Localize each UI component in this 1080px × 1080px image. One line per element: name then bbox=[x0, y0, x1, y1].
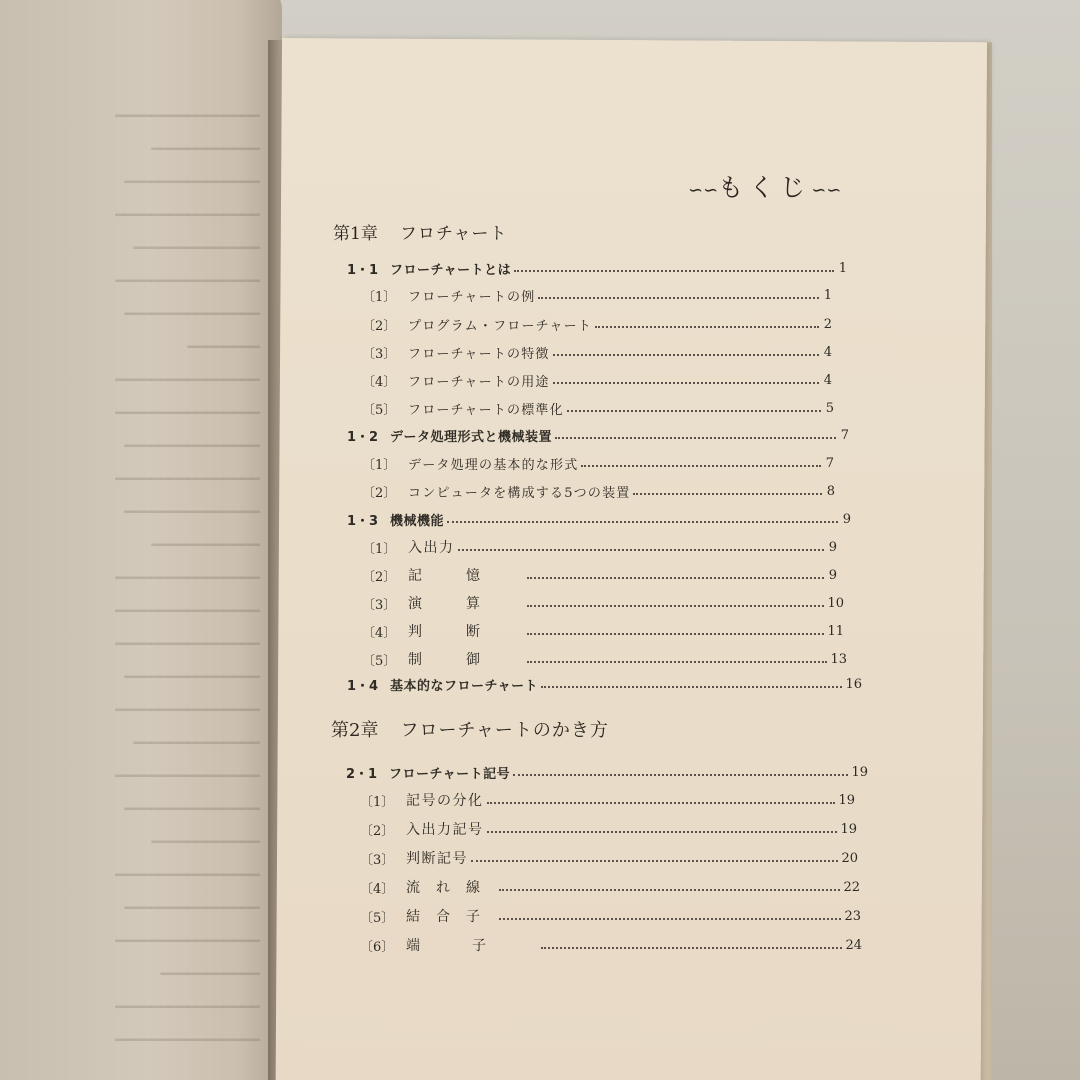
leader-dots bbox=[487, 802, 836, 804]
toc-item-entry[interactable] bbox=[362, 592, 844, 614]
chapter-title: フローチャートのかき方 bbox=[400, 720, 609, 741]
page-number: 9 bbox=[828, 539, 837, 555]
page-number: 7 bbox=[840, 427, 849, 443]
item-title: 制御 bbox=[408, 652, 524, 668]
toc-item-entry[interactable] bbox=[362, 452, 834, 474]
leader-dots bbox=[527, 633, 824, 635]
page-number: 16 bbox=[845, 676, 862, 692]
toc-item-entry[interactable] bbox=[362, 284, 832, 306]
leader-dots bbox=[555, 437, 836, 439]
item-number: 〔1〕 bbox=[362, 289, 397, 305]
section-number: 1・4 bbox=[347, 678, 379, 694]
item-number: 〔2〕 bbox=[360, 823, 395, 839]
item-title: 演算 bbox=[408, 596, 524, 612]
page-number: 1 bbox=[838, 260, 847, 276]
leader-dots bbox=[513, 774, 848, 776]
leader-dots bbox=[499, 889, 840, 891]
page-number: 22 bbox=[843, 879, 860, 895]
toc-section-entry[interactable] bbox=[347, 673, 862, 695]
leader-dots bbox=[541, 686, 842, 688]
item-title: 記号の分化 bbox=[406, 793, 484, 809]
toc-item-entry[interactable] bbox=[362, 620, 844, 642]
toc-item-entry[interactable] bbox=[362, 648, 847, 670]
page-number: 10 bbox=[827, 595, 844, 611]
leader-dots bbox=[538, 297, 819, 299]
item-title: フローチャートの特徴 bbox=[408, 346, 550, 362]
item-title: フローチャートの用途 bbox=[408, 374, 550, 390]
section-title: 機械機能 bbox=[390, 513, 445, 529]
item-title: 判断 bbox=[408, 624, 524, 640]
item-title: プログラム・フローチャート bbox=[408, 318, 593, 334]
title-ornament-left: ∽∽ bbox=[688, 180, 719, 201]
leader-dots bbox=[499, 918, 841, 920]
left-page-bleed-through: ━━━━━━━━━━━━━━━━ ━━━━━━━━━━━━ ━━━━━━━━━━━━━━━ ━━━━━━━━━━━━━━━━ ━━━━━━━━━━━━━━ ━━━━━━━━━━━━━━━━ ━━━━━━━━━━━━━━━ ━━━━━━━━ ━━━━━━━━━━━━━━━━ ━━━━━━━━━━━━━━━━ ━━━━━━━━━━━━━━━ ━━━━━━━━━━━━━━━━ ━━━━━━━━━━━━━━━ ━━━━━━━━━━━━ ━━━━━━━━━━━━━━━━ ━━━━━━━━━━━━━━━━ ━━━━━━━━━━━━━━━━ ━━━━━━━━━━━━━━━ ━━━━━━━━━━━━━━━━ ━━━━━━━━━━━━━━ ━━━━━━━━━━━━━━━━ ━━━━━━━━━━━━━━━ ━━━━━━━━━━━━ ━━━━━━━━━━━━━━━━ ━━━━━━━━━━━━━━━ ━━━━━━━━━━━━━━━━ ━━━━━━━━━━━ ━━━━━━━━━━━━━━━━ ━━━━━━━━━━━━━━━━ bbox=[115, 107, 260, 1049]
toc-section-entry[interactable] bbox=[347, 257, 847, 279]
page-number: 13 bbox=[830, 651, 847, 667]
toc-item-entry[interactable] bbox=[360, 876, 860, 898]
toc-item-entry[interactable] bbox=[360, 847, 858, 869]
leader-dots bbox=[487, 831, 838, 833]
toc-section-entry[interactable] bbox=[347, 508, 851, 530]
leader-dots bbox=[527, 605, 824, 607]
section-title: フローチャートとは bbox=[390, 262, 512, 278]
leader-dots bbox=[447, 521, 838, 523]
item-title: データ処理の基本的な形式 bbox=[408, 457, 579, 473]
page-number: 1 bbox=[823, 287, 832, 303]
section-number: 1・2 bbox=[347, 429, 379, 445]
item-title: 入出力 bbox=[408, 540, 455, 556]
page-number: 19 bbox=[840, 821, 857, 837]
item-number: 〔4〕 bbox=[360, 881, 395, 897]
chapter-number: 第2章 bbox=[331, 720, 379, 741]
item-title: 端子 bbox=[406, 938, 538, 954]
item-number: 〔1〕 bbox=[360, 794, 395, 810]
toc-item-entry[interactable] bbox=[360, 934, 862, 956]
page-number: 11 bbox=[827, 623, 844, 639]
toc-item-entry[interactable] bbox=[360, 818, 857, 840]
item-number: 〔1〕 bbox=[362, 541, 397, 557]
item-title: 入出力記号 bbox=[406, 822, 484, 838]
item-title: 記憶 bbox=[408, 568, 524, 584]
item-number: 〔3〕 bbox=[360, 852, 395, 868]
page-number: 4 bbox=[823, 372, 832, 388]
item-title: 流れ線 bbox=[406, 880, 496, 896]
item-number: 〔4〕 bbox=[362, 625, 397, 641]
page-number: 20 bbox=[841, 850, 858, 866]
item-number: 〔5〕 bbox=[362, 402, 397, 418]
section-number: 1・3 bbox=[347, 513, 379, 529]
section-title: 基本的なフローチャート bbox=[390, 678, 539, 694]
page-number: 8 bbox=[826, 483, 835, 499]
page-number: 24 bbox=[845, 937, 862, 953]
leader-dots bbox=[633, 493, 822, 495]
section-title: データ処理形式と機械装置 bbox=[390, 429, 553, 445]
item-title: フローチャートの標準化 bbox=[408, 402, 564, 418]
page-number: 7 bbox=[825, 455, 834, 471]
page-number: 2 bbox=[823, 316, 832, 332]
item-title: 判断記号 bbox=[406, 851, 468, 867]
title-ornament-right: ∽∽ bbox=[811, 180, 842, 201]
leader-dots bbox=[581, 465, 821, 467]
toc-item-entry[interactable] bbox=[362, 341, 832, 363]
leader-dots bbox=[553, 354, 819, 356]
page-number: 23 bbox=[844, 908, 861, 924]
item-number: 〔1〕 bbox=[362, 457, 397, 473]
chapter-number: 第1章 bbox=[333, 224, 378, 244]
section-number: 2・1 bbox=[346, 766, 378, 782]
toc-title bbox=[688, 168, 841, 204]
toc-title-text: もくじ bbox=[718, 173, 812, 202]
chapter-heading bbox=[333, 219, 507, 244]
toc-item-entry[interactable] bbox=[360, 789, 855, 811]
leader-dots bbox=[514, 270, 834, 272]
leader-dots bbox=[541, 947, 842, 949]
item-title: コンピュータを構成する5つの装置 bbox=[408, 485, 631, 501]
leader-dots bbox=[527, 661, 827, 663]
leader-dots bbox=[458, 549, 825, 551]
item-number: 〔2〕 bbox=[362, 318, 397, 334]
item-number: 〔3〕 bbox=[362, 346, 397, 362]
item-number: 〔6〕 bbox=[360, 939, 395, 955]
toc-item-entry[interactable] bbox=[362, 313, 832, 335]
item-number: 〔3〕 bbox=[362, 597, 397, 613]
section-title: フローチャート記号 bbox=[389, 766, 511, 782]
leader-dots bbox=[567, 410, 821, 412]
page-number: 19 bbox=[851, 764, 868, 780]
page-number: 19 bbox=[838, 792, 855, 808]
toc-section-entry[interactable] bbox=[347, 424, 849, 446]
toc-item-entry[interactable] bbox=[362, 480, 835, 502]
leader-dots bbox=[471, 860, 838, 862]
item-number: 〔5〕 bbox=[360, 910, 395, 926]
toc-item-entry[interactable] bbox=[362, 369, 832, 391]
leader-dots bbox=[595, 326, 819, 328]
item-title: 結合子 bbox=[406, 909, 496, 925]
toc-item-entry[interactable] bbox=[362, 564, 837, 586]
item-number: 〔2〕 bbox=[362, 569, 397, 585]
leader-dots bbox=[527, 577, 824, 579]
page-number: 4 bbox=[823, 344, 832, 360]
toc-section-entry[interactable] bbox=[346, 761, 868, 783]
toc-item-entry[interactable] bbox=[360, 905, 861, 927]
page-number: 9 bbox=[828, 567, 837, 583]
page-number: 9 bbox=[842, 511, 851, 527]
item-number: 〔4〕 bbox=[362, 374, 397, 390]
toc-item-entry[interactable] bbox=[362, 397, 834, 419]
page-number: 5 bbox=[825, 400, 834, 416]
chapter-title: フロチャート bbox=[399, 224, 508, 244]
item-title: フローチャートの例 bbox=[408, 289, 536, 305]
chapter-heading bbox=[331, 716, 609, 742]
item-number: 〔5〕 bbox=[362, 653, 397, 669]
section-number: 1・1 bbox=[347, 262, 379, 278]
item-number: 〔2〕 bbox=[362, 485, 397, 501]
leader-dots bbox=[553, 382, 819, 384]
toc-item-entry[interactable] bbox=[362, 536, 837, 558]
